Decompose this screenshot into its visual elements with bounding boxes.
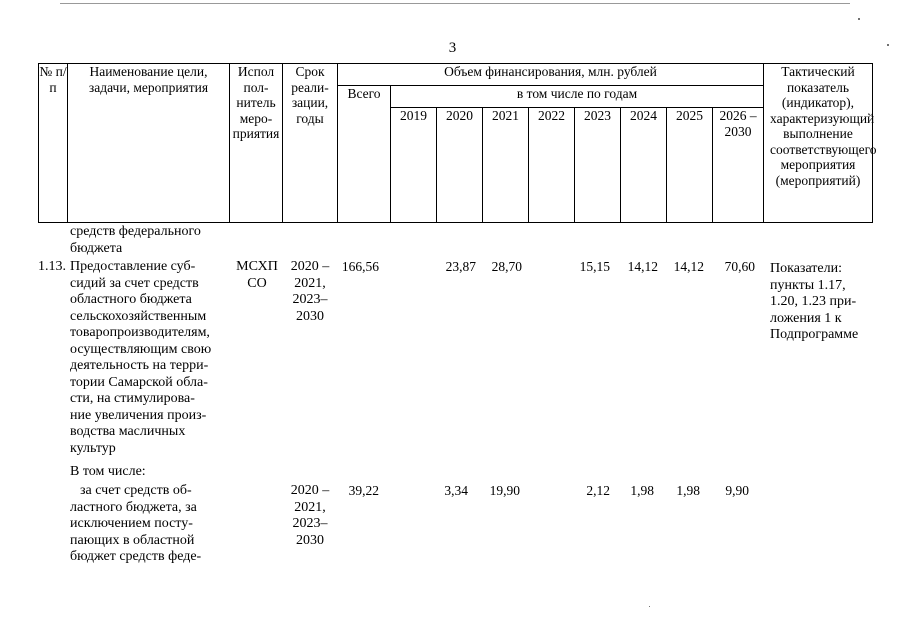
page-number: 3 <box>448 40 457 56</box>
sub-value-2024: 1,98 <box>630 483 654 498</box>
header-year-2019: 2019 <box>390 107 437 223</box>
term: 2020 – 2021, 2023– 2030 <box>290 259 330 324</box>
sub-value-2025: 1,98 <box>676 483 700 498</box>
measure-name: Предоставление суб- сидий за счет средств областного бюджета сельскохозяйственным товаропроизводителям, осуществляющим свою деятельность на терри- тории Самарской обла- сти, на стимулирова- ние увеличения произ- водства масличных культур <box>70 259 212 456</box>
header-year-2024: 2024 <box>620 107 667 223</box>
sub-term: 2020 – 2021, 2023– 2030 <box>290 483 330 548</box>
scan-speck <box>649 606 650 607</box>
value-2026-2030: 70,60 <box>724 259 755 274</box>
value-2023: 15,15 <box>579 259 610 274</box>
row-number: 1.13. <box>38 259 66 274</box>
executor: МСХП СО <box>236 259 278 291</box>
indicator: Показатели: пункты 1.17, 1.20, 1.23 при- ложения 1 к Подпрограмме <box>770 261 859 342</box>
sub-measure-name: за счет средств об- ластного бюджета, за исключением посту- пающих в областной бюджет средств феде- <box>70 483 202 564</box>
carry-over-text: средств федерального бюджета <box>70 224 201 256</box>
header-num: № п/п <box>38 63 68 223</box>
sub-value-2020: 3,34 <box>444 483 468 498</box>
header-by-years: в том числе по годам <box>390 85 764 108</box>
header-year-2020: 2020 <box>436 107 483 223</box>
scan-top-line <box>60 3 850 4</box>
header-year-2025: 2025 <box>666 107 713 223</box>
header-indicator: Тактический показатель (индикатор), характеризующий выполнение соответствующего мероприятия (мероприятий) <box>763 63 873 223</box>
value-2020: 23,87 <box>445 259 476 274</box>
header-year-2022: 2022 <box>528 107 575 223</box>
value-2024: 14,12 <box>627 259 658 274</box>
value-total: 166,56 <box>341 259 379 274</box>
header-year-2023: 2023 <box>574 107 621 223</box>
header-total: Всего <box>337 85 391 223</box>
value-2021: 28,70 <box>491 259 522 274</box>
header-name: Наименование цели, задачи, мероприятия <box>67 63 230 223</box>
including-label: В том числе: <box>70 464 146 479</box>
header-term: Срок реали-зации, годы <box>282 63 338 223</box>
header-year-2026-2030: 2026 – 2030 <box>712 107 764 223</box>
header-executor: Испол пол-нитель меро-приятия <box>229 63 283 223</box>
header-year-2021: 2021 <box>482 107 529 223</box>
sub-value-total: 39,22 <box>348 483 379 498</box>
header-financing: Объем финансирования, млн. рублей <box>337 63 764 86</box>
sub-value-2026-2030: 9,90 <box>725 483 749 498</box>
sub-value-2021: 19,90 <box>489 483 520 498</box>
scan-speck <box>858 18 860 20</box>
value-2025: 14,12 <box>673 259 704 274</box>
sub-value-2023: 2,12 <box>586 483 610 498</box>
